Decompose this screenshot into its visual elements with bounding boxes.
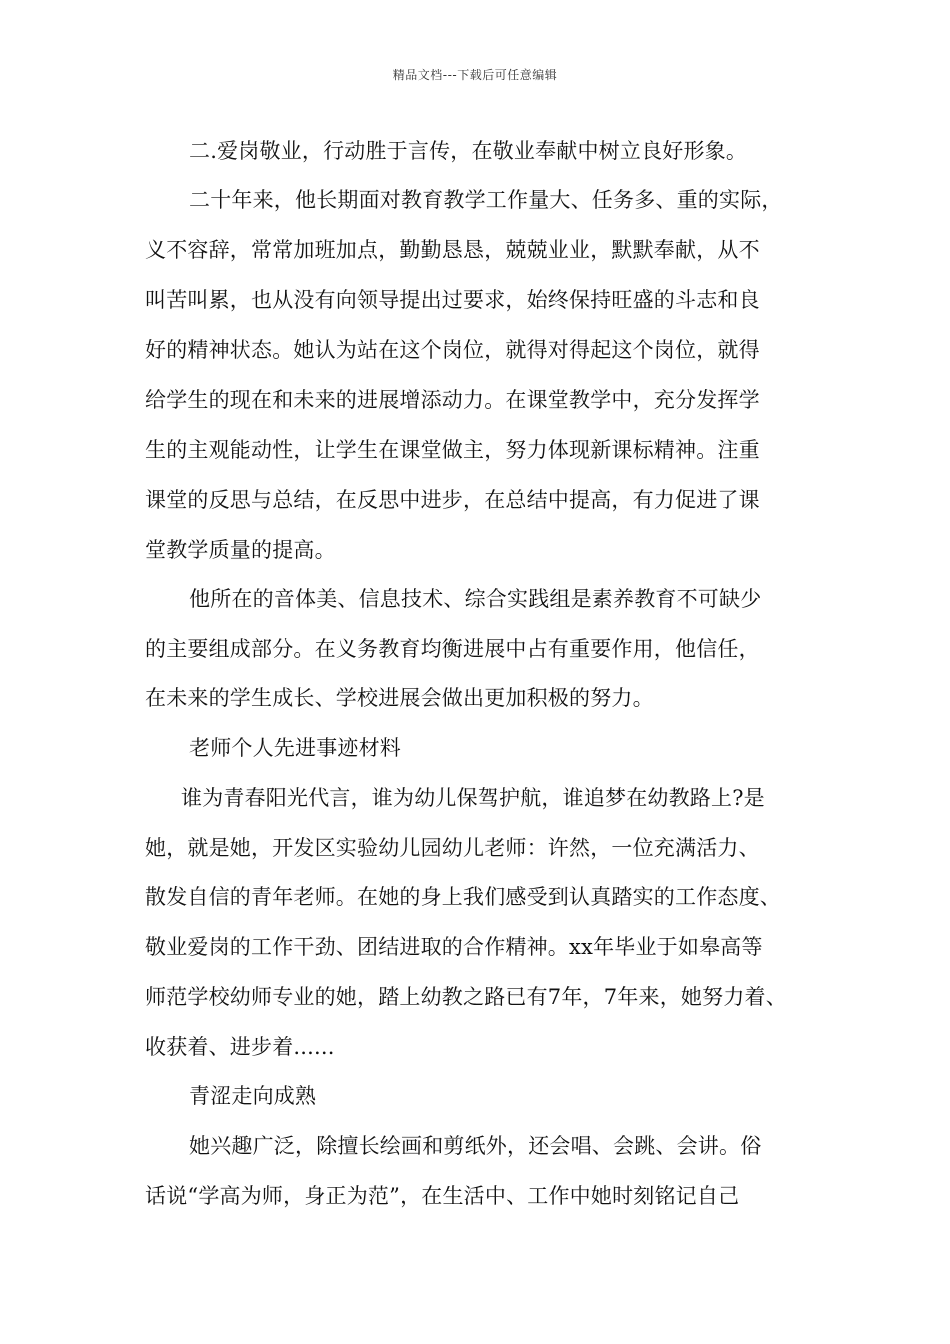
paragraph-line: 叫苦叫累，也从没有向领导提出过要求，始终保持旺盛的斗志和良: [145, 288, 760, 312]
page-header: 精品文档---下载后可任意编辑: [392, 68, 558, 82]
paragraph-line: 散发自信的青年老师。在她的身上我们感受到认真踏实的工作态度、: [145, 885, 781, 909]
paragraph-line: 谁为青春阳光代言，谁为幼儿保驾护航，谁追梦在幼教路上?是: [181, 786, 765, 810]
paragraph-line: 收获着、进步着......: [145, 1035, 335, 1059]
paragraph-line: 她兴趣广泛，除擅长绘画和剪纸外，还会唱、会跳、会讲。俗: [189, 1134, 762, 1158]
paragraph-line: 师范学校幼师专业的她，踏上幼教之路已有7年，7年来，她努力着、: [145, 985, 787, 1009]
paragraph-line: 的主要组成部分。在义务教育均衡进展中占有重要作用，他信任，: [145, 637, 760, 661]
paragraph-line: 课堂的反思与总结，在反思中进步，在总结中提高，有力促进了课: [145, 488, 760, 512]
paragraph-line: 给学生的现在和未来的进展增添动力。在课堂教学中，充分发挥学: [145, 388, 760, 412]
paragraph-line: 她，就是她，开发区实验幼儿园幼儿老师：许然，一位充满活力、: [145, 836, 760, 860]
article-title: 老师个人先进事迹材料: [189, 736, 401, 760]
section-heading: 二.爱岗敬业，行动胜于言传，在敬业奉献中树立良好形象。: [189, 139, 748, 163]
paragraph-line: 敬业爱岗的工作干劲、团结进取的合作精神。xx年毕业于如皋高等: [145, 935, 763, 959]
paragraph-line: 好的精神状态。她认为站在这个岗位，就得对得起这个岗位，就得: [145, 338, 760, 362]
section-heading: 青涩走向成熟: [189, 1084, 317, 1108]
paragraph-line: 话说“学高为师，身正为范”，在生活中、工作中她时刻铭记自己: [145, 1184, 740, 1208]
paragraph-line: 他所在的音体美、信息技术、综合实践组是素养教育不可缺少: [189, 587, 762, 611]
paragraph-line: 在未来的学生成长、学校进展会做出更加积极的努力。: [145, 686, 654, 710]
paragraph-line: 二十年来，他长期面对教育教学工作量大、任务多、重的实际，: [189, 188, 783, 212]
paragraph-line: 堂教学质量的提高。: [145, 538, 336, 562]
paragraph-line: 生的主观能动性，让学生在课堂做主，努力体现新课标精神。注重: [145, 438, 760, 462]
paragraph-line: 义不容辞，常常加班加点，勤勤恳恳，兢兢业业，默默奉献，从不: [145, 238, 760, 262]
